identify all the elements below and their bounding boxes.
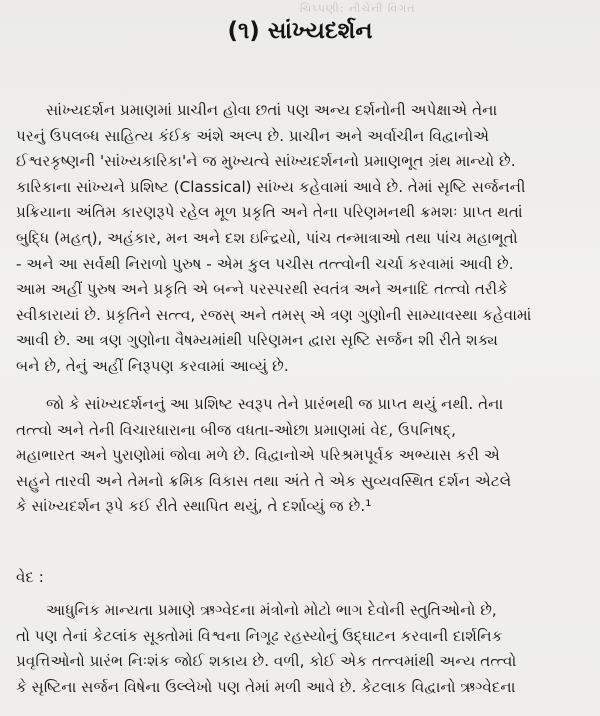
paragraph-1 <box>16 98 588 380</box>
paragraph-line: સહુને તારવી અને તેમનો ક્રમિક વિકાસ તથા અંતે તે એક સુવ્યવસ્થિત દર્શન એટલે <box>16 471 512 490</box>
chapter-title: (૧) સાંખ્યદર્શન <box>227 18 373 44</box>
paragraph-line: તત્ત્વો અને તેની વિચારધારાના બીજ વધતા-ઓછા પ્રમાણમાં વેદ, ઉપનિષદ્, <box>16 420 456 439</box>
paragraph-line: ઈશ્વરકૃષ્ણની 'સાંખ્યકારિકા'ને જ મુખ્યત્વે સાંખ્યદર્શનનો પ્રમાણભૂત ગ્રંથ માન્યો છે. <box>16 152 516 171</box>
paragraph-2 <box>16 392 588 520</box>
paragraph-line: બને છે, તેનું અહીં નિરૂપણ કરવામાં આવ્યું છે. <box>16 356 289 375</box>
paragraph-line: બુદ્ધિ (મહત્), અહંકાર, મન અને દશ ઇન્દ્રિયો, પાંચ તન્માત્રાઓ તથા પાંચ મહાભૂતો <box>16 228 518 247</box>
paragraph-line: - અને આ સર્વથી નિરાળો પુરુષ - એમ કુલ પચીસ તત્ત્વોની ચર્ચા કરવામાં આવી છે. <box>16 254 514 273</box>
paragraph-line: આમ અહીં પુરુષ અને પ્રકૃતિ એ બન્ને પરસ્પરથી સ્વતંત્ર અને અનાદિ તત્ત્વો તરીકે <box>16 280 508 299</box>
bleed-through-text: ચિપ્પણી: નીચેની વિગત <box>300 2 416 15</box>
paragraph-line: જો કે સાંખ્યદર્શનનું આ પ્રશિષ્ટ સ્વરૂપ તેને પ્રારંભથી જ પ્રાપ્ત થયું નથી. તેના <box>46 395 504 413</box>
paragraph-line: તો પણ તેનાં કેટલાંક સૂક્તોમાં વિશ્વના નિગૂઢ રહસ્યોનું ઉદ્ઘાટન કરવાની દાર્શનિક <box>16 626 503 645</box>
paragraph-line: સ્વીકારાયાં છે. પ્રકૃતિને સત્ત્વ, રજસ્ અને તમસ્ એ ત્રણ ગુણોની સામ્યાવસ્થા કહેવામાં <box>16 305 532 324</box>
paragraph-line: કે સાંખ્યદર્શન રૂપે કઈ રીતે સ્થાપિત થયું, તે દર્શાવ્યું જ છે.¹ <box>16 497 372 516</box>
paragraph-line: કે સૃષ્ટિના સર્જન વિષેના ઉલ્લેખો પણ તેમાં મળી આવે છે. કેટલાક વિદ્વાનો ઋગ્વેદના <box>16 677 516 696</box>
paragraph-line: પ્રવૃત્તિઓનો પ્રારંભ નિઃશંક જોઈ શકાય છે. વળી, કોઈ એક તત્ત્વમાંથી અન્ય તત્ત્વો <box>16 652 517 671</box>
paragraph-line: આધુનિક માન્યતા પ્રમાણે ઋગ્વેદના મંત્રોનો મોટો ભાગ દેવોની સ્તુતિઓનો છે, <box>46 601 497 619</box>
section-heading: વેદ : <box>16 568 44 586</box>
paragraph-line: કારિકાના સાંખ્યને પ્રશિષ્ટ (Classical) સાંખ્ય કહેવામાં આવે છે. તેમાં સૃષ્ટિ સર્જનની <box>16 177 526 196</box>
paragraph-line: પ્રક્રિયાના અંતિમ કારણરૂપે રહેલ મૂળ પ્રકૃતિ અને તેના પરિણમનથી ક્રમશઃ પ્રાપ્ત થતાં <box>16 203 523 222</box>
paragraph-line: મહાભારત અને પુરાણોમાં જોવા મળે છે. વિદ્વાનોએ પરિશ્રમપૂર્વક અભ્યાસ કરી એ <box>16 446 500 465</box>
paragraph-line: સાંખ્યદર્શન પ્રમાણમાં પ્રાચીન હોવા છતાં પણ અન્ય દર્શનોની અપેક્ષાએ તેના <box>46 101 498 119</box>
paragraph-line: આવી છે. આ ત્રણ ગુણોના વૈષમ્યમાંથી પરિણમન દ્વારા સૃષ્ટિ સર્જન શી રીતે શક્ય <box>16 331 499 350</box>
paragraph-line: પરનું ઉપલબ્ધ સાહિત્ય કંઈક અંશે અલ્પ છે. પ્રાચીન અને અર્વાચીન વિદ્વાનોએ <box>16 126 490 145</box>
paragraph-3 <box>16 598 588 700</box>
